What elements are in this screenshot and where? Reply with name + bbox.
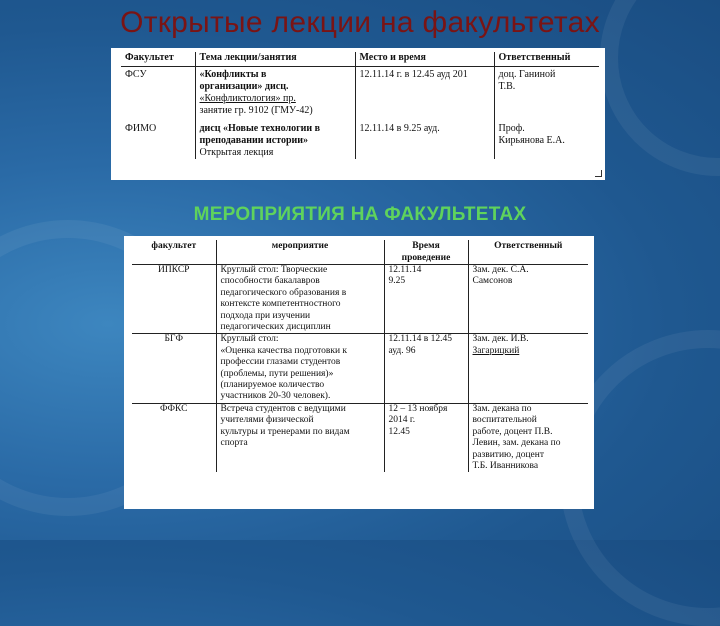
responsible-cell: Зам. декана по воспитательной работе, доцент П.В. Левин, зам. декана по развитию, доцент Т.Б. Иванникова: [468, 403, 588, 472]
topic-cell: дисц «Новые технологии в преподавании истории» Открытая лекция: [195, 123, 355, 159]
faculty-cell: ФФКС: [160, 403, 188, 414]
column-header: мероприятие: [216, 240, 384, 265]
place-time-cell: 12.11.14 г. в 12.45 ауд 201: [355, 67, 494, 124]
table-row: [132, 403, 588, 472]
responsible-cell: Проф. Кирьянова Е.А.: [494, 123, 599, 159]
time-cell: 12.11.14 9.25: [384, 265, 468, 334]
responsible-cell: Зам. дек. И.В. Загарицкий: [468, 334, 588, 403]
event-cell: Встреча студентов с ведущими учителями физической культуры и тренерами по видам спорта: [216, 403, 384, 472]
column-header: Время проведение: [384, 240, 468, 265]
event-cell: Круглый стол: «Оценка качества подготовки к профессии глазами студентов (проблемы, пути решения)» (планируемое количество участников 20-30 человек).: [216, 334, 384, 403]
faculty-cell: ФСУ: [125, 69, 147, 80]
column-header: факультет: [132, 240, 216, 265]
table-row: [121, 123, 599, 159]
table-row: [132, 334, 588, 403]
table-row: [121, 67, 599, 124]
table-row: [132, 265, 588, 334]
faculty-cell: ФИМО: [125, 123, 157, 134]
responsible-cell: Зам. дек. С.А. Самсонов: [468, 265, 588, 334]
event-cell: Круглый стол: Творческие способности бакалавров педагогического образования в контексте компетентностного подхода при изучении педагогических дисциплин: [216, 265, 384, 334]
table-header-row: [132, 240, 588, 265]
place-time-cell: 12.11.14 в 9.25 ауд.: [355, 123, 494, 159]
slide-subtitle: МЕРОПРИЯТИЯ НА ФАКУЛЬТЕТАХ: [193, 204, 527, 225]
lectures-table: [121, 52, 599, 159]
events-table: [132, 240, 588, 472]
column-header: Ответственный: [494, 52, 599, 67]
responsible-cell: доц. Ганиной Т.В.: [494, 67, 599, 124]
column-header: Ответственный: [468, 240, 588, 265]
table-header-row: [121, 52, 599, 67]
column-header: Место и время: [355, 52, 494, 67]
time-cell: 12.11.14 в 12.45 ауд. 96: [384, 334, 468, 403]
time-cell: 12 – 13 ноября 2014 г. 12.45: [384, 403, 468, 472]
column-header: Факультет: [121, 52, 195, 67]
page-corner-mark: [595, 170, 602, 177]
slide-title: Открытые лекции на факультетах: [120, 6, 600, 39]
faculty-cell: ИПКСР: [132, 265, 216, 334]
faculty-cell: БГФ: [132, 334, 216, 403]
events-document: [124, 236, 594, 509]
topic-cell: «Конфликты в организации» дисц. «Конфликтология» пр. занятие гр. 9102 (ГМУ-42): [195, 67, 355, 124]
lectures-document: [111, 48, 605, 180]
column-header: Тема лекции/занятия: [195, 52, 355, 67]
